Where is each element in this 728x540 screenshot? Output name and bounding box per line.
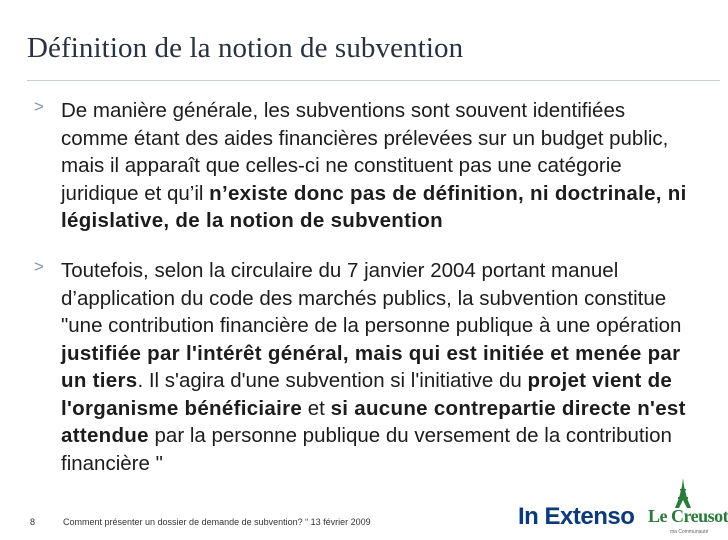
- bullet-text-segment: par la personne publique du versement de la contribution financière ": [61, 424, 672, 475]
- bullet-emphasis: si aucune contrepartie directe n'est attendue: [61, 396, 686, 447]
- bullet-text-segment: . Il s'agira d'une subvention si l'initiative du: [137, 369, 528, 392]
- bullet-text: [61, 257, 694, 477]
- bullet-item-circular-definition: [34, 257, 694, 477]
- bullet-emphasis: n’existe donc pas de définition, ni doctrinale, ni législative, de la notion de subvention: [61, 181, 687, 232]
- bullet-emphasis: projet vient de l'organisme bénéficiaire: [61, 369, 673, 420]
- bullet-text: [61, 97, 694, 235]
- le-creusot-logo: [648, 478, 728, 538]
- bullet-marker: >: [34, 257, 44, 276]
- title-divider: [27, 80, 720, 81]
- page-number: 8: [30, 517, 36, 527]
- bullet-emphasis: justifiée par l'intérêt général, mais qui est initiée et menée par un tiers: [61, 341, 681, 392]
- eiffel-tower-icon: [672, 478, 694, 508]
- bullet-text-segment: Toutefois, selon la circulaire du 7 janvier 2004 portant manuel d’application du code des marchés publics, la subvention constitue "une contribution financière de la personne publique à une opération: [61, 259, 682, 337]
- bullet-marker: >: [34, 97, 44, 116]
- footer-caption: Comment présenter un dossier de demande de subvention? “ 13 février 2009: [63, 517, 371, 527]
- in-extenso-logo: In Extenso: [518, 503, 635, 530]
- bullet-text-segment: De manière générale, les subventions sont souvent identifiées comme étant des aides financières prélevées sur un budget public, mais il apparaît que celles-ci ne constituent pas une catégorie juridique et qu’il: [61, 99, 669, 205]
- page-title: Définition de la notion de subvention: [27, 32, 464, 64]
- le-creusot-wordmark: Le Creusot: [648, 506, 728, 526]
- bullet-text-segment: et: [302, 396, 331, 420]
- le-creusot-tagline: ma Communauté: [670, 529, 709, 535]
- bullet-item-general-definition: [34, 97, 694, 235]
